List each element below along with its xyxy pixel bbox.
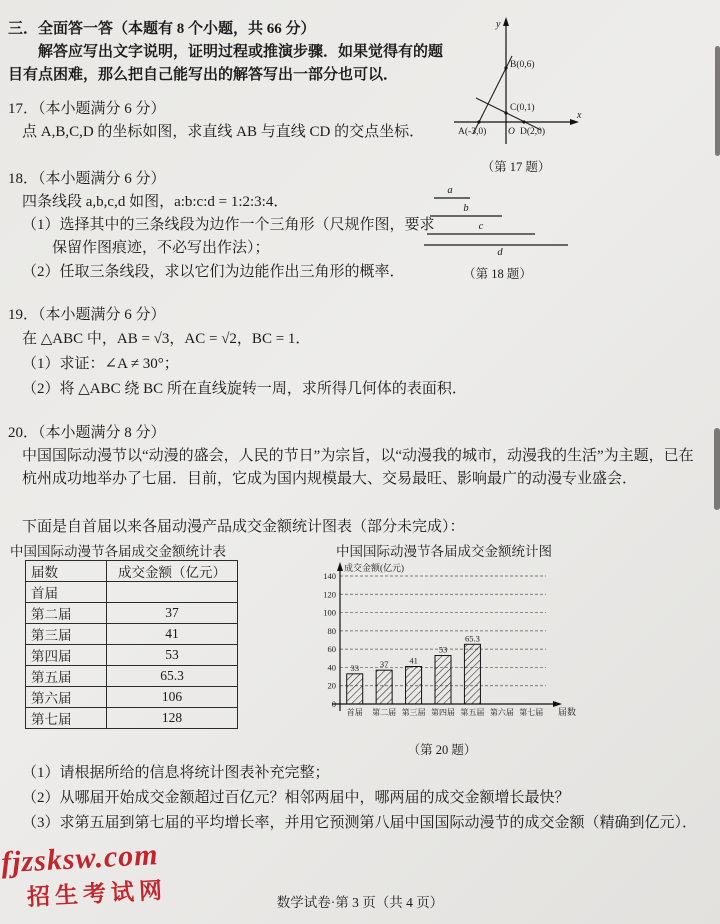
q20-para2: 下面是自首届以来各届动漫产品成交金额统计图表（部分未完成）：: [22, 519, 465, 535]
point-C: [504, 111, 507, 114]
cell-round: 第七届: [26, 708, 107, 729]
svg-text:第二届: 第二届: [372, 708, 397, 717]
bar: [435, 656, 451, 704]
table-header-row: [26, 561, 238, 582]
svg-text:100: 100: [323, 607, 336, 618]
q19-title: 19．（本小题满分 6 分）: [8, 307, 166, 323]
cell-round: 第五届: [26, 666, 107, 687]
table-row: [26, 603, 238, 624]
cell-amount: 65.3: [107, 666, 238, 687]
bar: [406, 667, 422, 704]
section-instructions: 解答应写出文字说明，证明过程或推演步骤．如果觉得有的题目有点困难，那么把自己能写出的解答写出一部分也可以．: [8, 44, 444, 84]
q20-title: 20．（本小题满分 8 分）: [8, 425, 166, 441]
q19-item1: （1）求证：∠A ≠ 30°；: [22, 356, 179, 372]
table-row: [26, 708, 238, 729]
q20-para1: 中国国际动漫节以“动漫的盛会，人民的节日”为宗旨，以“动漫我的城市，动漫我的生活”为主题，已在杭州成功地举办了七届．目前，它成为国内规模最大、交易最旺、影响最广的动漫专业盛会．: [22, 448, 694, 488]
table-header-amount: 成交金额（亿元）: [107, 561, 238, 582]
point-C-label: C(0,1): [510, 103, 535, 113]
scan-artifact: [714, 428, 720, 510]
q20-item3: （3）求第五届到第七届的平均增长率，并用它预测第八届中国国际动漫节的成交金额（精确到亿元）．: [22, 815, 698, 831]
q20-table-title: 中国国际动漫节各届成交金额统计表: [10, 544, 226, 559]
svg-text:20: 20: [327, 680, 336, 691]
svg-text:第五届: 第五届: [460, 708, 485, 717]
svg-text:140: 140: [323, 571, 336, 581]
bar: [347, 674, 363, 704]
q17-figure: [446, 14, 586, 175]
cell-amount: 37: [107, 603, 238, 624]
cell-amount: 106: [107, 687, 238, 708]
q18-title: 18．（本小题满分 6 分）: [8, 171, 166, 187]
svg-text:第四届: 第四届: [431, 708, 455, 717]
table-row: [26, 687, 238, 708]
segment-d-label: d: [497, 247, 503, 256]
point-B-label: B(0,6): [510, 60, 535, 70]
point-A: [477, 120, 480, 123]
q18-body: 四条线段 a,b,c,d 如图，a:b:c:d = 1:2:3:4．: [22, 194, 289, 210]
svg-text:第七届: 第七届: [519, 708, 544, 717]
bar-chart-svg: [306, 558, 578, 736]
origin-label: O: [508, 127, 515, 137]
point-A-label: A(-3,0): [458, 127, 487, 137]
watermark-name-text: 招生考试网: [26, 877, 168, 910]
q17-coordinate-figure: [446, 14, 586, 149]
q18-figure: [420, 184, 575, 282]
svg-text:33: 33: [350, 662, 359, 673]
point-D-label: D(2,0): [520, 127, 546, 137]
q19-body: 在 △ABC 中，AB = √3，AC = √2，BC = 1．: [22, 331, 311, 347]
svg-text:首届: 首届: [346, 708, 363, 717]
q18-item1: （1）选择其中的三条线段为边作一个三角形（尺规作图，要求保留作图痕迹，不必写出作法）；: [22, 217, 435, 257]
svg-text:届数: 届数: [558, 707, 577, 717]
q18-figure-caption: （第 18 题）: [463, 267, 532, 281]
q20-bar-chart: [306, 558, 578, 736]
cell-round: 首届: [26, 582, 107, 603]
svg-text:第三届: 第三届: [401, 708, 426, 717]
cell-amount: 41: [107, 624, 238, 645]
q20-chart-caption: （第 20 题）: [407, 743, 477, 757]
svg-text:60: 60: [327, 644, 336, 655]
segment-a-label: a: [447, 185, 453, 196]
y-axis-arrow-icon: [503, 17, 509, 26]
svg-text:37: 37: [379, 659, 389, 670]
table-header-round: 届数: [26, 561, 107, 582]
y-axis-label: y: [496, 19, 501, 30]
cell-round: 第六届: [26, 687, 107, 708]
bar: [376, 670, 392, 704]
table-row: [26, 582, 238, 603]
q20-chart-title: 中国国际动漫节各届成交金额统计图: [336, 544, 552, 559]
q18-item2: （2）任取三条线段，求以它们为边能作出三角形的概率．: [22, 264, 405, 280]
table-row: [26, 624, 238, 645]
bar: [464, 644, 480, 704]
svg-text:0: 0: [331, 699, 336, 709]
table-row: [26, 666, 238, 687]
q18-segments-figure: [420, 184, 575, 256]
svg-text:40: 40: [327, 662, 336, 673]
cell-round: 第三届: [26, 624, 107, 645]
svg-text:第六届: 第六届: [489, 708, 514, 717]
svg-text:41: 41: [409, 655, 418, 666]
cell-round: 第四届: [26, 645, 107, 666]
x-axis-label: x: [577, 110, 582, 121]
section-heading: 三．全面答一答（本题有 8 个小题，共 66 分）: [8, 21, 316, 37]
q17-body: 点 A,B,C,D 的坐标如图，求直线 AB 与直线 CD 的交点坐标．: [22, 124, 425, 140]
table-row: [26, 645, 238, 666]
segment-c-label: c: [478, 221, 484, 232]
scan-artifact: [715, 46, 720, 156]
q19-item2: （2）将 △ABC 绕 BC 所在直线旋转一周，求所得几何体的表面积．: [22, 381, 467, 397]
svg-text:65.3: 65.3: [464, 633, 480, 644]
watermark-site-text: fjzsksw.com: [0, 838, 160, 880]
cell-round: 第二届: [26, 603, 107, 624]
segment-b-label: b: [463, 203, 469, 214]
page-footer: 数学试卷·第 3 页（共 4 页）: [276, 895, 444, 910]
q17-figure-caption: （第 17 题）: [481, 160, 551, 174]
cell-amount: [107, 582, 238, 603]
svg-text:120: 120: [323, 589, 336, 600]
svg-text:80: 80: [327, 625, 336, 636]
q20-item1: （1）请根据所给的信息将统计图表补充完整；: [22, 765, 330, 781]
point-D: [522, 120, 525, 123]
q17-title: 17．（本小题满分 6 分）: [8, 101, 166, 117]
q20-item2: （2）从哪届开始成交金额超过百亿元？相邻两届中，哪两届的成交金额增长最快？: [22, 790, 570, 806]
svg-text:成交金额(亿元): 成交金额(亿元): [344, 563, 404, 573]
cell-amount: 128: [107, 708, 238, 729]
svg-text:53: 53: [438, 644, 448, 655]
cell-amount: 53: [107, 645, 238, 666]
point-B: [504, 66, 507, 69]
q20-table: [25, 560, 238, 729]
